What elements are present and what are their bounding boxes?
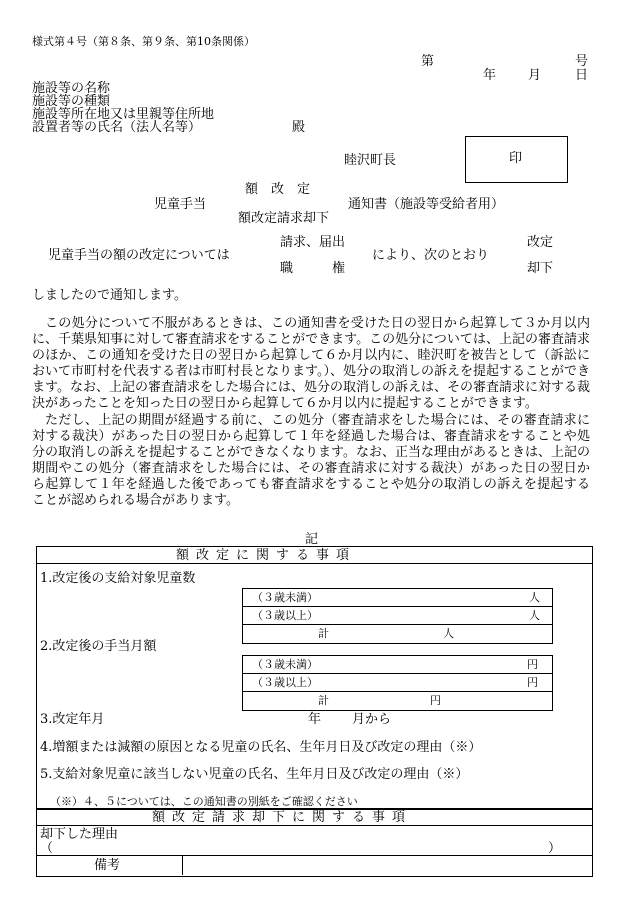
facility-type-label: 施設等の種類 bbox=[32, 94, 111, 109]
item3-year-label: 年 bbox=[308, 712, 322, 727]
child-count-total-unit: 人 bbox=[443, 627, 454, 640]
statement-option-request: 請求、届出 bbox=[280, 235, 346, 250]
statement-option-ex-officio: 職 権 bbox=[280, 261, 346, 276]
amount-over3-label: （３歳以上） bbox=[252, 676, 318, 689]
child-count-under3-unit: 人 bbox=[529, 591, 540, 604]
remarks-divider bbox=[182, 855, 183, 875]
amount-under3-label: （３歳未満） bbox=[252, 658, 318, 671]
title-option-rejection: 額改定請求却下 bbox=[238, 211, 330, 226]
item4-label: 4.増額または減額の原因となる児童の氏名、生年月日及び改定の理由（※） bbox=[40, 740, 482, 755]
child-count-over3-label: （３歳以上） bbox=[252, 609, 318, 622]
amount-rule-2 bbox=[242, 691, 552, 692]
statement-result-revision: 改定 bbox=[527, 235, 554, 250]
appeal-notice bbox=[32, 316, 590, 509]
item2-label: 2.改定後の手当月額 bbox=[40, 639, 157, 654]
rejection-table-heading: 額改定請求却下に関する事項 bbox=[152, 810, 413, 825]
seal-mark: 印 bbox=[509, 151, 523, 166]
founder-name-label: 設置者等の氏名（法人名等） bbox=[32, 120, 202, 135]
child-count-under3-label: （３歳未満） bbox=[252, 591, 318, 604]
doc-number-prefix: 第 bbox=[421, 54, 435, 69]
item1-label: 1.改定後の支給対象児童数 bbox=[40, 571, 196, 586]
item3-label: 3.改定年月 bbox=[40, 712, 105, 727]
rejection-reason-label: 却下した理由 bbox=[40, 827, 119, 842]
child-count-rule-2 bbox=[242, 624, 552, 625]
amount-under3-unit: 円 bbox=[527, 658, 538, 671]
revision-footnote: （※）４、５については、この通知書の別紙をご確認ください bbox=[50, 795, 358, 808]
rejection-reason-open-paren: （ bbox=[40, 841, 54, 856]
date-year-label: 年 bbox=[483, 68, 497, 83]
child-count-total-label: 計 bbox=[318, 627, 329, 640]
amount-total-unit: 円 bbox=[430, 694, 441, 707]
form-number: 様式第４号（第８条、第９条、第10条関係） bbox=[32, 35, 255, 48]
facility-address-label: 施設等所在地又は里親等住所地 bbox=[32, 107, 215, 122]
issuer-name: 睦沢町長 bbox=[344, 153, 397, 168]
revision-table-heading-rule bbox=[36, 563, 592, 564]
amount-total-label: 計 bbox=[318, 694, 329, 707]
revision-table-heading: 額改定に関する事項 bbox=[176, 548, 357, 563]
date-day-label: 日 bbox=[575, 68, 589, 83]
statement-ending: しましたので通知します。 bbox=[32, 288, 187, 303]
title-option-revision: 額 改 定 bbox=[245, 182, 311, 197]
honorific: 殿 bbox=[292, 120, 306, 135]
appeal-paragraph-1: この処分について不服があるときは、この通知書を受けた日の翌日から起算して３か月以内に、千葉県知事に対して審査請求をすることができます。この処分については、上記の審査請求のほか、この通知を受けた日の翌日から起算して６か月以内に、睦沢町を被告として（訴訟において市町村を代表する者は市町村長となります。）、処分の取消しの訴えを提起することができます。なお、上記の審査請求をした場合には、処分の取消しの訴えは、その審査請求に対する裁決があったことを知った日の翌日から起算して６か月以内に提起することができます。 bbox=[32, 316, 590, 412]
date-month-label: 月 bbox=[528, 68, 542, 83]
amount-over3-unit: 円 bbox=[527, 676, 538, 689]
title-suffix: 通知書（施設等受給者用） bbox=[348, 197, 505, 212]
statement-middle: により、次のとおり bbox=[372, 248, 490, 263]
child-count-rule-1 bbox=[242, 606, 552, 607]
rejection-reason-close-paren: ） bbox=[548, 841, 562, 856]
rejection-reason-rule bbox=[36, 855, 592, 856]
appeal-paragraph-2: ただし、上記の期間が経過する前に、この処分（審査請求をした場合には、その審査請求に対する裁決）があった日の翌日から起算して１年を経過した場合は、審査請求をすることや処分の取消しの訴えを提起することができなくなります。なお、正当な理由があるときは、上記の期間やこの処分（審査請求をした場合には、その審査請求に対する裁決）があった日の翌日から起算して１年を経過した後であっても審査請求をすることや処分の取消しの訴えを提起することが認められる場合があります。 bbox=[32, 412, 590, 509]
statement-prefix: 児童手当の額の改定については bbox=[48, 248, 230, 263]
title-prefix: 児童手当 bbox=[154, 197, 207, 212]
item3-month-label: 月から bbox=[352, 712, 392, 727]
record-label: 記 bbox=[305, 532, 319, 547]
item5-label: 5.支給対象児童に該当しない児童の氏名、生年月日及び改定の理由（※） bbox=[40, 767, 469, 782]
doc-number-suffix: 号 bbox=[575, 54, 589, 69]
child-count-over3-unit: 人 bbox=[529, 609, 540, 622]
statement-result-rejection: 却下 bbox=[527, 261, 554, 276]
facility-name-label: 施設等の名称 bbox=[32, 81, 111, 96]
rejection-heading-rule bbox=[36, 825, 592, 826]
remarks-label: 備考 bbox=[94, 858, 121, 873]
amount-rule-1 bbox=[242, 673, 552, 674]
